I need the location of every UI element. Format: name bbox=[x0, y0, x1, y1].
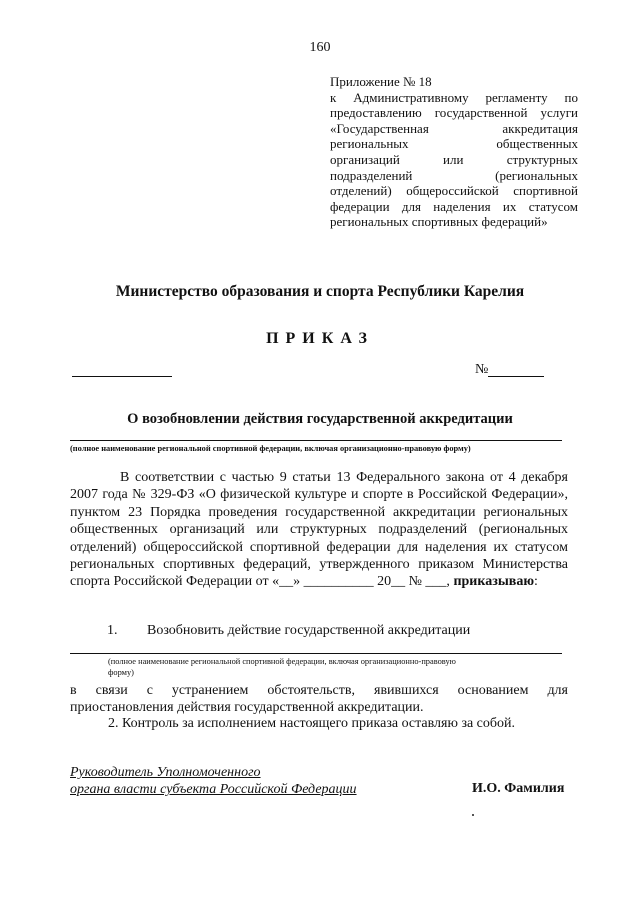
appendix-line: «Государственная аккредитация bbox=[330, 120, 578, 136]
appendix-line: отделений) общероссийской спортивной bbox=[330, 183, 578, 199]
signatory-position-line: Руководитель Уполномоченного bbox=[70, 765, 261, 780]
number-label: № bbox=[475, 362, 489, 377]
item1-text: Возобновить действие государственной аккредитации bbox=[147, 623, 471, 638]
federation-name-caption: (полное наименование региональной спортивной федерации, включая организационно-правовую форму) bbox=[70, 444, 471, 453]
signatory-name: И.О. Фамилия bbox=[472, 781, 565, 796]
ministry-name: Министерство образования и спорта Республики Карелия bbox=[115, 283, 525, 300]
federation-name-blank-line bbox=[70, 440, 562, 441]
item2-text: 2. Контроль за исполнением настоящего приказа оставляю за собой. bbox=[108, 716, 516, 731]
scan-speck bbox=[472, 814, 474, 816]
federation-name-blank-line-2 bbox=[70, 653, 562, 654]
item1-continuation bbox=[70, 682, 568, 717]
number-blank-line bbox=[488, 376, 544, 377]
signatory-position bbox=[70, 764, 357, 798]
preamble-paragraph: В соответствии с частью 9 статьи 13 Федерального закона от 4 декабря 2007 года № 329-ФЗ «О физической культуре и спорте в Российской Федерации», пунктом 23 Порядка проведения государственной аккредитации региональных общественных организаций или структурных подразделений (региональных отделений) общероссийской спортивной федерации для наделения их статусом региональных спортивных федераций, утвержденного приказом Министерства спорта Российской Федерации от «__» __________ 20__ № ___, приказываю: bbox=[70, 470, 568, 590]
item1-continuation-line: приостановления действия государственной аккредитации. bbox=[70, 700, 424, 716]
appendix-block bbox=[330, 74, 578, 230]
appendix-line: предоставлению государственной услуги bbox=[330, 105, 578, 121]
preamble-text: В соответствии с частью 9 статьи 13 Федерального закона от 4 декабря 2007 года № 329-ФЗ «О физической культуре и спорте в Российской Федерации», пунктом 23 Порядка проведения государственной аккредитации региональных общественных организаций или структурных подразделений (региональных отделений) общероссийской спортивной федерации для наделения их статусом региональных спортивных федераций, утвержденного приказом Министерства спорта Российской Федерации от «__» __________ 20__ № ___, bbox=[70, 470, 568, 590]
federation-name-caption-2: (полное наименование региональной спортивной федерации, включая организационно-правовую форму) bbox=[108, 657, 456, 677]
preamble-action: приказываю bbox=[453, 574, 535, 590]
date-blank-line bbox=[72, 376, 172, 377]
appendix-line: региональных спортивных федераций» bbox=[330, 214, 548, 230]
appendix-line: организаций или структурных bbox=[330, 151, 578, 167]
signatory-position-line: органа власти субъекта Российской Федерации bbox=[70, 782, 357, 797]
order-title: ПРИКАЗ bbox=[266, 330, 374, 347]
appendix-line: федерации для наделения их статусом bbox=[330, 198, 578, 214]
item1-continuation-line: в связи с устранением обстоятельств, явившихся основанием для bbox=[70, 683, 568, 698]
appendix-line: региональных общественных bbox=[330, 136, 578, 152]
order-subject: О возобновлении действия государственной аккредитации bbox=[127, 411, 513, 427]
appendix-title: Приложение № 18 bbox=[330, 74, 432, 89]
appendix-line: к Административному регламенту по bbox=[330, 89, 578, 105]
page-number: 160 bbox=[309, 40, 331, 55]
item1-number: 1. bbox=[107, 623, 118, 638]
appendix-line: подразделений (региональных bbox=[330, 167, 578, 183]
